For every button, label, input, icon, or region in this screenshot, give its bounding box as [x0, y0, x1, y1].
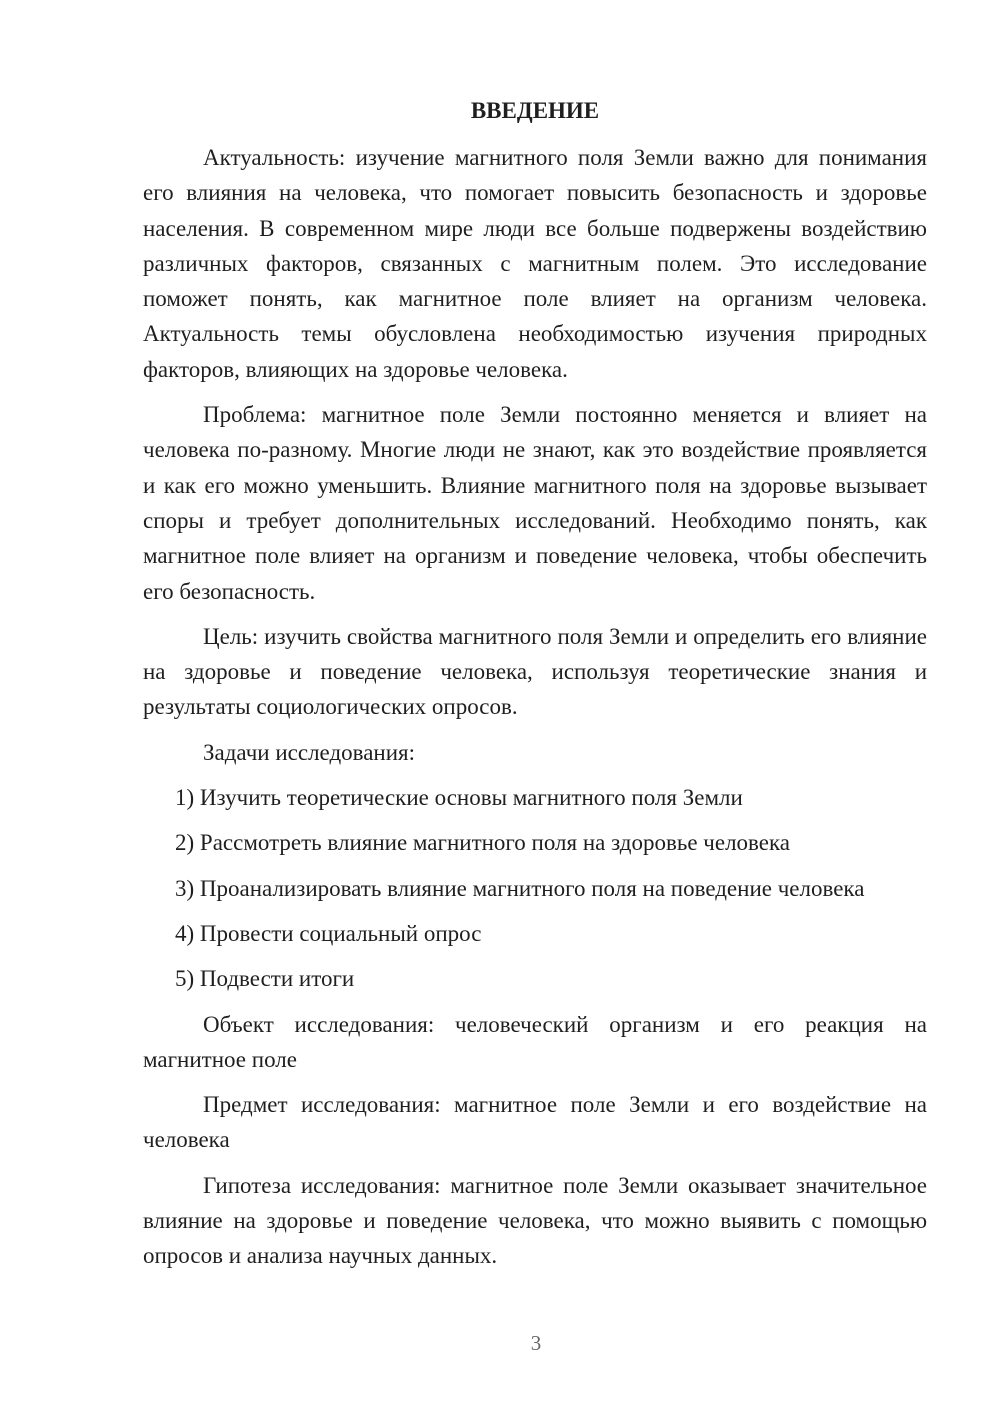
task-item: 1) Изучить теоретические основы магнитного поля Земли — [175, 785, 743, 811]
object-paragraph: Объект исследования: человеческий организм и его реакция на магнитное поле — [143, 1011, 927, 1072]
task-item: 5) Подвести итоги — [175, 966, 355, 992]
subject-paragraph: Предмет исследования: магнитное поле Земли и его воздействие на человека — [143, 1092, 927, 1153]
task-item: 4) Провести социальный опрос — [175, 920, 482, 946]
problem-paragraph: Проблема: магнитное поле Земли постоянно меняется и влияет на человека по-разному. Многие люди не знают, как это воздействие проявляется и как его можно уменьшить. Влияние магнитного поля на здоровье вызывает споры и требует дополнительных исследований. Необходимо понять, как магнитное поле влияет на организм и поведение человека, чтобы обеспечить его безопасность. — [143, 402, 927, 604]
page-content — [143, 93, 927, 1284]
relevance-paragraph: Актуальность: изучение магнитного поля Земли важно для понимания его влияния на человека, что помогает повысить безопасность и здоровье населения. В современном мире люди все больше подвержены воздействию различных факторов, связанных с магнитным полем. Это исследование поможет понять, как магнитное поле влияет на организм человека. Актуальность темы обусловлена необходимостью изучения природных факторов, влияющих на здоровье человека. — [143, 145, 927, 382]
hypothesis-paragraph: Гипотеза исследования: магнитное поле Земли оказывает значительное влияние на здоровье и поведение человека, что можно выявить с помощью опросов и анализа научных данных. — [143, 1172, 927, 1269]
section-title: ВВЕДЕНИЕ — [470, 98, 600, 123]
page-number: 3 — [530, 1331, 542, 1355]
tasks-list — [143, 780, 927, 996]
goal-paragraph: Цель: изучить свойства магнитного поля Земли и определить его влияние на здоровье и поведение человека, используя теоретические знания и результаты социологических опросов. — [143, 623, 927, 720]
task-item: 2) Рассмотреть влияние магнитного поля на здоровье человека — [175, 830, 791, 856]
task-item: 3) Проанализировать влияние магнитного поля на поведение человека — [175, 875, 865, 901]
tasks-heading: Задачи исследования: — [203, 739, 416, 765]
